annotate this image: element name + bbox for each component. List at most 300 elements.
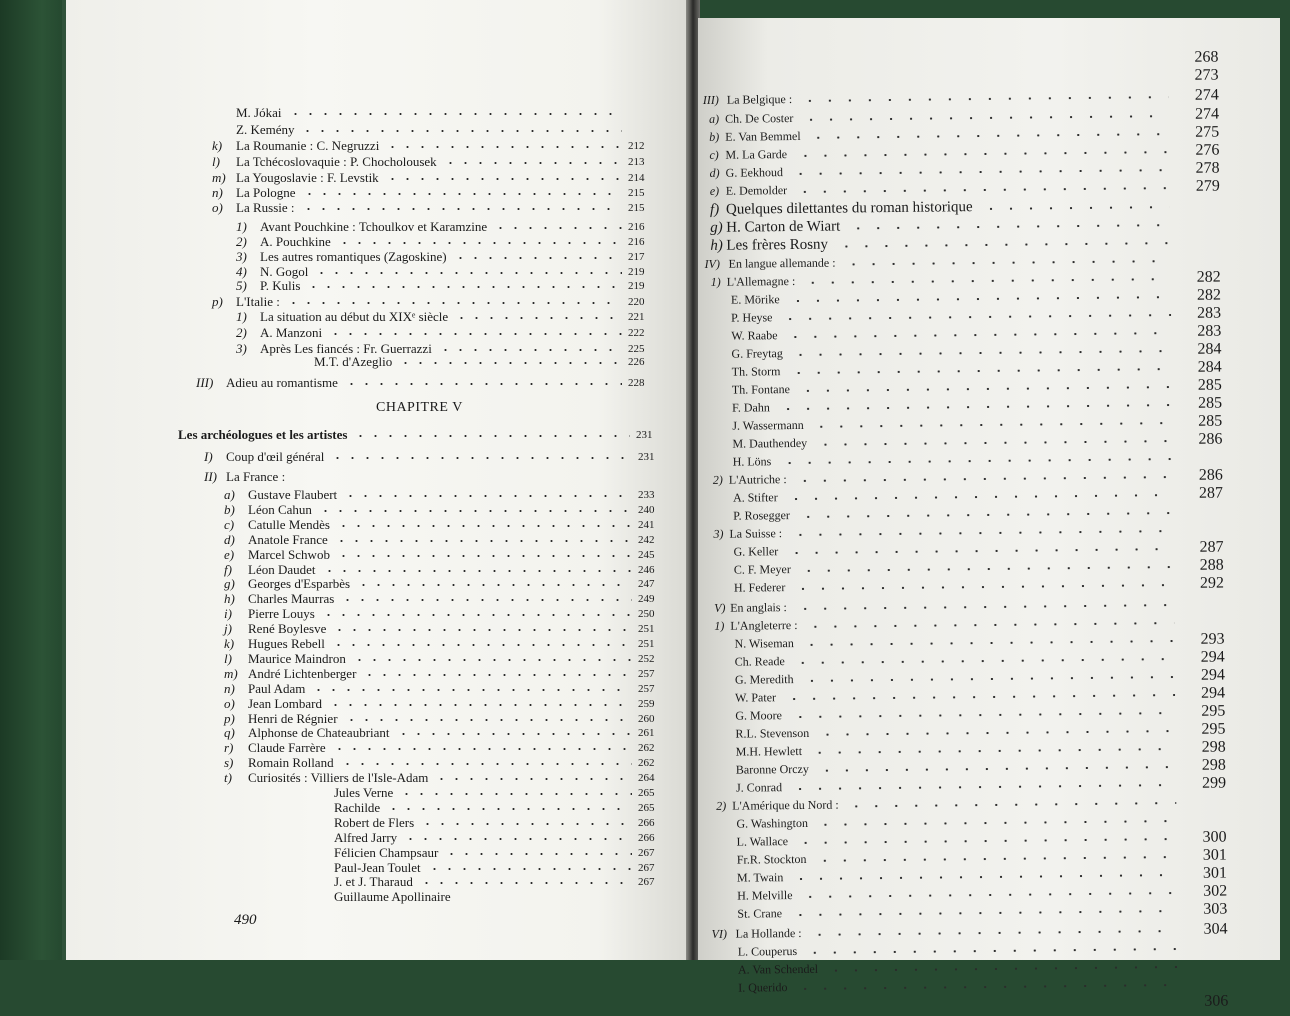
toc-entry-text: Adieu au romantisme [226,375,338,390]
page-folio: 490 [234,912,257,928]
leader-dots [385,178,622,180]
toc-entry-text: G. Washington [736,815,808,831]
toc-entry-page: 267 [638,876,655,889]
leader-dots [420,823,632,825]
leader-dots [795,604,1174,610]
leader-dots [981,206,1170,210]
toc-entry-text: René Boylesve [248,621,327,637]
toc-entry-page: 257 [638,682,655,695]
toc-entry-text: M.T. d'Azeglio [314,354,393,369]
leader-dots [802,676,1175,682]
toc-entry-page: 266 [638,816,655,829]
leader-dots [340,763,632,765]
toc-entry-text: Coup d'œil général [226,449,325,464]
toc-entry-label: II) [204,469,217,484]
toc-entry-label: a) [224,487,235,502]
leader-dots [332,629,632,631]
toc-entry-text: L'Autriche : [728,472,787,487]
toc-entry-page: 283 [1197,322,1222,340]
toc-entry-page: 282 [1196,268,1221,286]
toc-entry-label: 2) [716,798,727,813]
leader-dots [331,644,632,646]
leader-dots [785,332,1171,338]
toc-entry-label: g) [224,576,235,592]
toc-entry-label: a) [708,111,720,126]
toc-entry-text: G. Keller [733,544,779,559]
toc-entry-text: Charles Maurras [248,591,335,607]
toc-entry-page: 242 [638,533,655,546]
toc-entry-text: Th. Fontane [731,382,790,397]
leader-dots [846,802,1176,807]
leader-dots [396,733,632,735]
leader-dots [793,658,1175,664]
toc-entry-text: H. Löns [732,454,772,469]
toc-entry-label: III) [196,375,214,390]
leader-dots [453,257,622,259]
toc-entry-page: 259 [638,697,655,710]
leader-dots [332,748,632,750]
toc-entry-text: C. F. Meyer [733,562,791,577]
toc-entry-text: M. Twain [736,870,784,885]
leader-dots [336,525,632,527]
leader-dots [780,458,1173,464]
toc-entry-text: Rachilde [334,799,381,815]
toc-entry-page: 273 [1194,66,1219,84]
leader-dots [805,622,1174,628]
leader-dots [288,113,622,115]
toc-entry-text: En anglais : [730,600,787,615]
toc-entry-page: 231 [636,429,653,441]
toc-entry-page: 262 [638,757,655,770]
leader-dots [844,260,1171,265]
toc-entry-label: k) [224,636,235,651]
toc-entry-text: Gustave Flaubert [248,487,338,502]
leader-dots [419,882,632,884]
toc-entry-page: 260 [638,712,655,725]
toc-entry-text: G. Meredith [734,672,794,687]
toc-entry-page: 267 [638,846,655,859]
toc-entry-page: 225 [628,343,645,355]
toc-entry-label: h) [710,237,723,254]
toc-entry-text: W. Raabe [731,328,778,343]
toc-entry-text: La Roumanie : C. Negruzzi [236,138,380,153]
leader-dots [799,566,1174,572]
toc-entry-page: 306 [1204,992,1229,1010]
toc-entry-page: 278 [1195,159,1220,177]
toc-entry-page: 299 [1201,774,1227,792]
toc-entry-text: M. La Garde [725,147,788,162]
toc-entry-page: 285 [1197,394,1223,412]
toc-entry-page: 252 [638,652,655,665]
toc-entry-text: Pierre Louys [248,606,315,622]
leader-dots [795,187,1170,193]
toc-entry-text: La Pologne [236,185,296,200]
toc-entry-text: J. Wassermann [732,417,804,433]
leader-dots [800,892,1177,898]
toc-entry-text: Claude Farrère [248,740,326,756]
leader-dots [796,838,1177,844]
toc-entry-label: IV) [704,256,720,271]
leader-dots [398,362,622,364]
leader-dots [314,272,622,274]
leader-dots [356,584,632,586]
leader-dots [836,242,1170,247]
toc-entry-text: A. Stifter [732,490,778,505]
toc-entry-text: A. Pouchkine [260,234,331,249]
toc-entry-page: 300 [1202,828,1227,846]
toc-entry-text: Marcel Schwob [248,546,330,562]
leader-dots [800,96,1169,102]
toc-entry-label: k) [212,138,223,153]
leader-dots [318,510,632,512]
right-toc-list [698,12,1290,1010]
toc-entry-page: 295 [1201,702,1226,720]
leader-dots [795,476,1173,482]
leader-dots [306,286,622,288]
toc-entry-text: M. Dauthendey [732,435,808,451]
leader-dots [454,317,622,319]
toc-entry-label: q) [224,725,235,741]
toc-entry-text: P. Rosegger [733,508,790,523]
leader-dots [791,169,1170,175]
leader-dots [791,350,1172,356]
toc-entry-text: Après Les fiancés : Fr. Guerrazzi [260,341,432,356]
toc-entry-page: 221 [628,311,645,323]
leader-dots [302,193,622,195]
leader-dots [778,404,1172,410]
toc-entry-label: p) [224,710,235,726]
toc-entry-text: La Tchécoslovaquie : P. Chocholousek [236,154,437,169]
toc-entry-text: Th. Storm [731,364,781,379]
toc-entry-text: Henri de Régnier [248,710,338,726]
toc-entry-label: 4) [236,264,247,279]
toc-entry-page: 279 [1195,177,1220,195]
toc-entry-page: 220 [628,296,645,308]
toc-entry-page: 264 [638,772,655,785]
toc-entry-text: L'Allemagne : [726,273,796,289]
toc-entry-page: 274 [1194,86,1219,104]
leader-dots [791,874,1177,880]
leader-dots [815,856,1177,862]
toc-entry-page: 233 [638,489,655,501]
toc-entry-label: f) [224,561,232,577]
toc-entry-page: 287 [1199,538,1224,556]
leader-dots [336,555,632,557]
toc-entry-page: 284 [1197,340,1222,358]
leader-dots [353,435,630,437]
leader-dots [802,640,1175,646]
leader-dots [343,495,632,497]
leader-dots [438,349,622,351]
toc-entry-text: Guillaume Apollinaire [334,889,451,905]
toc-entry-text: La Suisse : [729,526,783,541]
toc-entry-page: 298 [1201,756,1226,774]
toc-entry-text: L'Angleterre : [730,617,798,633]
toc-entry-page: 294 [1200,648,1225,666]
toc-entry-label: e) [224,546,235,562]
leader-dots [810,748,1176,754]
toc-entry-page: 246 [638,563,655,576]
toc-entry-label: m) [224,665,238,681]
toc-entry-text: Baronne Orczy [735,761,809,777]
toc-entry-page: 294 [1200,666,1225,684]
leader-dots [443,162,622,164]
leader-dots [344,383,622,385]
toc-entry-text: N. Wiseman [734,636,794,651]
toc-entry-page: 261 [638,727,655,740]
toc-entry-text: Les frères Rosny [726,236,829,254]
toc-entry-text: La France : [226,469,286,484]
toc-entry-text: M.H. Hewlett [735,743,803,759]
toc-entry-label: n) [224,680,235,696]
toc-entry-page: 249 [638,593,655,606]
toc-entry-text: La Yougoslavie : F. Levstik [236,170,379,185]
toc-entry-label: o) [212,200,223,215]
toc-entry-page: 228 [628,377,645,389]
toc-entry-label: 3) [236,249,247,264]
toc-entry-text: P. Heyse [731,310,773,325]
toc-entry-text: Z. Kemény [236,122,295,137]
toc-entry [236,104,736,122]
toc-entry-page: 285 [1197,376,1222,394]
toc-entry-label: i) [224,606,232,622]
toc-entry-label: g) [710,219,723,236]
toc-entry-page: 301 [1202,846,1227,864]
toc-entry-text: La Belgique : [726,92,793,107]
toc-entry [196,374,696,392]
leader-dots [826,966,1178,972]
toc-entry-page: 286 [1198,430,1223,448]
toc-entry-text: G. Moore [735,708,783,723]
toc-entry-page: 303 [1203,900,1228,918]
toc-entry-label: n) [212,185,223,200]
leader-dots [403,838,632,840]
leader-dots [300,130,622,132]
toc-entry-text: Léon Cahun [248,501,312,517]
toc-entry-label: o) [224,695,235,711]
leader-dots [790,910,1177,916]
leader-dots [795,151,1169,157]
leader-dots [848,224,1170,229]
toc-entry-label: 3) [713,526,724,541]
leader-dots [780,314,1171,320]
left-page [62,0,692,960]
toc-entry-text: L'Italie : [236,294,280,309]
toc-entry-label: III) [702,92,719,107]
toc-entry-text: Robert de Flers [334,814,415,830]
toc-entry-text: Léon Daudet [248,561,316,577]
toc-entry-page: 295 [1201,720,1226,738]
toc-entry-text: Avant Pouchkine : Tchoulkov et Karamzine [260,219,488,234]
leader-dots [340,599,632,601]
toc-entry-text: St. Crane [737,906,783,921]
leader-dots [811,422,1172,428]
toc-entry-page: 262 [638,742,655,755]
toc-entry-text: En langue allemande : [728,255,836,271]
toc-entry-page: 283 [1197,304,1222,322]
toc-entry-label: b) [709,129,720,144]
toc-entry-text: Jules Verne [334,785,394,800]
toc-entry-text: J. et J. Tharaud [334,874,413,890]
toc-entry-page: 274 [1194,105,1220,123]
toc-entry-text: Ch. De Coster [724,111,794,126]
toc-entry-text: H. Carton de Wiart [726,218,841,236]
toc-entry-label: e) [709,183,720,198]
leader-dots [795,984,1178,990]
toc-entry-page: 214 [628,172,645,184]
toc-entry-label: d) [224,531,235,547]
toc-entry-text: L. Wallace [736,834,789,849]
toc-entry-page: 215 [628,202,645,214]
right-page [698,18,1280,1010]
toc-entry-page: 216 [628,221,645,233]
toc-entry-text: A. Manzoni [260,325,323,340]
toc-entry-text: Quelques dilettantes du roman historique [725,199,973,218]
leader-dots [493,227,622,229]
leader-dots [427,868,632,870]
leader-dots [330,457,632,459]
toc-entry [178,426,658,444]
toc-entry-text: W. Pater [735,690,777,705]
toc-entry-text: J. Conrad [735,780,783,795]
toc-entry-text: Maurice Maindron [248,650,346,666]
toc-entry-label: 5) [236,278,247,293]
leader-dots [788,296,1171,302]
toc-entry-label: 1) [236,309,247,324]
leader-dots [815,440,1172,446]
book-cover-edge [0,0,70,960]
toc-entry-text: Fr.R. Stockton [736,851,807,867]
leader-dots [786,494,1173,500]
toc-entry-label: 2) [712,472,723,487]
toc-entry-page: 293 [1200,630,1225,648]
toc-entry-text: Les autres romantiques (Zagoskine) [260,249,447,264]
toc-entry-page: 304 [1203,920,1228,938]
toc-entry-page: 284 [1197,358,1222,376]
toc-entry-text: E. Van Bemmel [725,128,801,144]
toc-entry-page: 267 [638,861,655,874]
toc-entry-page: 219 [628,266,645,278]
toc-entry-label: h) [224,591,235,607]
toc-entry-text: P. Kulis [260,278,301,293]
leader-dots [386,808,632,810]
toc-entry-label: t) [224,770,232,786]
leader-dots [362,674,632,676]
leader-dots [808,133,1169,139]
leader-dots [444,853,632,855]
toc-entry-text: A. Van Schendel [737,961,819,977]
toc-entry-label: b) [224,501,235,517]
toc-entry-page: 251 [638,623,655,636]
toc-entry-page: 212 [628,140,645,152]
toc-entry-text: Romain Rolland [248,755,334,771]
toc-entry-text: E. Demolder [725,183,788,198]
toc-entry-page: 288 [1199,556,1224,574]
leader-dots [399,793,632,795]
toc-entry-page: 216 [628,236,645,248]
toc-entry-text: Georges d'Esparbès [248,576,351,592]
toc-entry-page: 217 [628,251,645,263]
toc-entry-page: 257 [638,667,655,680]
toc-entry-text: H. Federer [733,580,786,595]
toc-entry-label: c) [224,516,235,532]
leader-dots [344,719,632,721]
leader-dots [817,766,1176,772]
chapter-title: CHAPITRE V [376,400,463,415]
toc-entry-page: 286 [1198,466,1223,484]
toc-entry-text: Ch. Reade [734,654,785,669]
toc-entry-page: 241 [638,518,655,531]
leader-dots [286,302,622,304]
leader-dots [784,694,1175,700]
toc-entry [204,468,664,486]
toc-entry-page: 292 [1199,574,1225,592]
leader-dots [328,704,632,706]
toc-entry-text: M. Jókai [236,105,282,120]
toc-entry-text: Curiosités : Villiers de l'Isle-Adam [248,770,429,786]
toc-entry-page: 222 [628,327,645,339]
toc-entry-text: Anatole France [248,531,328,547]
toc-entry-text: Les archéologues et les artistes [178,427,348,442]
leader-dots [385,146,622,148]
toc-entry-page: 298 [1201,738,1226,756]
toc-entry-label: V) [714,600,726,615]
toc-entry-label: 2) [236,234,247,249]
toc-entry-label: m) [212,170,226,185]
toc-entry-text: G. Freytag [731,346,783,361]
toc-entry-text: N. Gogol [260,264,309,279]
toc-entry-label: 2) [236,325,247,340]
leader-dots [798,386,1172,392]
leader-dots [815,820,1176,826]
toc-entry-text: Félicien Champsaur [334,844,439,860]
leader-dots [434,778,632,780]
leader-dots [790,530,1173,536]
leader-dots [818,730,1176,736]
toc-entry-text: André Lichtenberger [248,665,357,681]
toc-entry-page: 294 [1201,684,1226,702]
toc-entry-label: f) [709,201,720,218]
toc-entry-page: 213 [628,156,645,168]
toc-entry-text: Paul Adam [248,680,306,696]
toc-entry-label: d) [709,165,720,180]
toc-entry-label: 1) [714,618,725,633]
leader-dots [301,208,622,210]
toc-entry-text: Catulle Mendès [248,516,330,532]
toc-entry-label: l) [212,154,220,169]
toc-entry-page: 302 [1203,882,1228,900]
toc-entry-page: 268 [1194,48,1219,66]
toc-entry-text: F. Dahn [732,400,770,415]
leader-dots [803,278,1171,284]
toc-entry-label: p) [212,294,223,309]
toc-entry-text: Alfred Jarry [334,829,398,845]
leader-dots [352,659,632,661]
leader-dots [805,948,1178,954]
leader-dots [793,584,1174,590]
toc-entry-label: s) [224,755,234,771]
toc-entry-text: La situation au début du XIXᵉ siècle [260,309,449,324]
toc-entry-page: 265 [638,787,655,799]
toc-entry-page: 247 [638,578,655,591]
toc-entry-label: 1) [710,274,721,289]
toc-entry-label: l) [224,650,232,666]
leader-dots [798,512,1173,518]
leader-dots [790,712,1175,718]
leader-dots [334,540,632,542]
toc-entry-page: 276 [1195,141,1220,159]
leader-dots [787,548,1174,554]
